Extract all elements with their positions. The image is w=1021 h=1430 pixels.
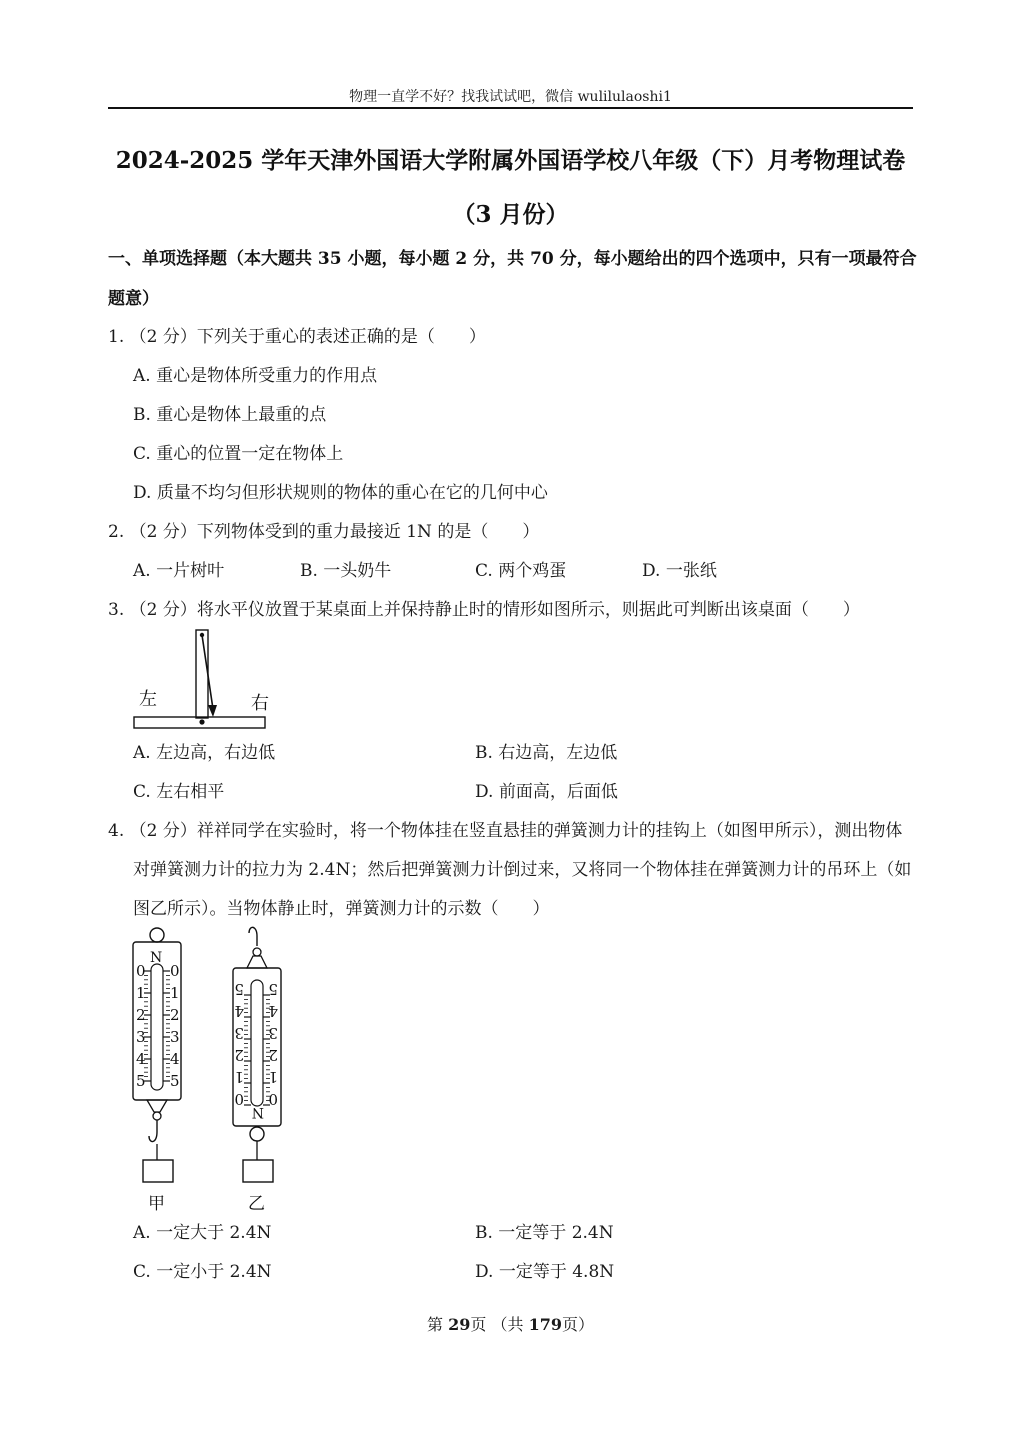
yi-tick-label-right-4: 4 [234,1002,244,1020]
question-1-option-b[interactable]: B. 重心是物体上最重的点 [133,405,327,425]
yi-tick-label-left-4: 4 [268,1002,278,1020]
yi-tube [251,980,263,1106]
question-2-option-a[interactable]: A. 一片树叶 [133,561,225,581]
page-footer [0,1312,1021,1335]
label-right: 右 [251,693,269,714]
section-heading: 一、单项选择题（本大题共 35 小题，每小题 2 分，共 70 分，每小题给出的四个选项中，只有一项最符合 [108,249,917,269]
yi-tick-marks [244,995,270,1105]
label-jia: 甲 [148,1194,165,1214]
jia-unit: N [150,950,163,966]
yi-tick-label-left-5: 5 [268,980,278,998]
question-2-option-d[interactable]: D. 一张纸 [642,561,717,581]
jia-tick-label-right-0: 0 [170,962,180,980]
question-3-option-b[interactable]: B. 右边高，左边低 [475,743,618,763]
yi-tick-label-right-1: 1 [234,1068,244,1086]
yi-tick-label-left-0: 0 [268,1090,278,1108]
yi-tick-label-right-3: 3 [234,1024,244,1042]
section-heading-cont: 题意） [108,289,159,309]
plumb-arrowhead [208,705,217,717]
jia-tick-label-right-4: 4 [170,1050,180,1068]
jia-bottom-ring [153,1112,161,1120]
yi-tick-label-left-1: 1 [268,1068,278,1086]
jia-tick-label-right-1: 1 [170,984,180,1002]
jia-weight [143,1160,173,1182]
question-4-option-a[interactable]: A. 一定大于 2.4N [133,1223,272,1243]
question-3-option-a[interactable]: A. 左边高，右边低 [133,743,276,763]
question-1-option-c[interactable]: C. 重心的位置一定在物体上 [133,444,344,464]
yi-weight [243,1160,273,1182]
question-1-option-a[interactable]: A. 重心是物体所受重力的作用点 [133,366,378,386]
question-1-option-d[interactable]: D. 质量不均匀但形状规则的物体的重心在它的几何中心 [133,483,548,503]
question-3-stem: 3. （2 分）将水平仪放置于某桌面上并保持静止时的情形如图所示，则据此可判断出该桌面（ ） [108,600,860,620]
jia-tick-marks [144,971,170,1081]
yi-top-ring [253,948,261,956]
question-4-option-b[interactable]: B. 一定等于 2.4N [475,1223,614,1243]
jia-tick-label-left-0: 0 [136,962,146,980]
jia-tick-label-right-2: 2 [170,1006,180,1024]
jia-tick-label-right-3: 3 [170,1028,180,1046]
question-2-option-b[interactable]: B. 一头奶牛 [300,561,392,581]
question-4-option-c[interactable]: C. 一定小于 2.4N [133,1262,272,1282]
jia-tick-label-left-5: 5 [136,1072,146,1090]
yi-hook [249,927,257,946]
jia-top-ring [150,928,164,942]
page-header-text: 物理一直学不好？找我试试吧，微信 wulilulaoshi1 [349,89,672,105]
spring-scale-figure [120,922,320,1217]
jia-tick-label-right-5: 5 [170,1072,180,1090]
yi-tick-label-left-3: 3 [268,1024,278,1042]
center-mark [199,719,204,724]
jia-bottom-cap [147,1100,167,1112]
yi-tick-label-right-2: 2 [234,1046,244,1064]
label-yi: 乙 [248,1194,265,1214]
label-left: 左 [139,689,157,710]
footer-prefix: 第 [427,1315,449,1334]
question-2-stem: 2. （2 分）下列物体受到的重力最接近 1N 的是（ ） [108,522,540,542]
question-4-option-d[interactable]: D. 一定等于 4.8N [475,1262,615,1282]
exam-title: 2024-2025 学年天津外国语大学附属外国语学校八年级（下）月考物理试卷 [115,147,906,174]
question-4-stem-line2: 对弹簧测力计的拉力为 2.4N；然后把弹簧测力计倒过来，又将同一个物体挂在弹簧测力计的吊环上（如 [133,860,912,880]
jia-tube [151,964,163,1090]
footer-page-number: 29 [448,1315,471,1334]
yi-tick-label-right-5: 5 [234,980,244,998]
level-frame [196,630,208,718]
footer-suffix: 页） [561,1315,594,1334]
yi-tick-label-right-0: 0 [234,1090,244,1108]
yi-bottom-ring [250,1127,264,1141]
jia-tick-label-left-3: 3 [136,1028,146,1046]
question-3-option-c[interactable]: C. 左右相平 [133,782,225,802]
scale-jia [133,928,181,1214]
jia-tick-label-left-4: 4 [136,1050,146,1068]
footer-middle: 页 （共 [470,1315,529,1334]
header-divider [108,107,913,109]
question-4-stem-line3: 图乙所示）。当物体静止时，弹簧测力计的示数（ ） [133,899,550,919]
jia-tick-label-left-2: 2 [136,1006,146,1024]
jia-tick-label-left-1: 1 [136,984,146,1002]
level-instrument-figure [125,625,275,735]
question-3-option-d[interactable]: D. 前面高，后面低 [475,782,618,802]
scale-yi [233,927,281,1214]
exam-subtitle: （3 月份） [452,201,569,228]
question-2-option-c[interactable]: C. 两个鸡蛋 [475,561,567,581]
yi-top-cap [247,956,267,968]
question-1-stem: 1. （2 分）下列关于重心的表述正确的是（ ） [108,327,486,347]
yi-tick-label-left-2: 2 [268,1046,278,1064]
question-4-stem-line1: 4. （2 分）祥祥同学在实验时，将一个物体挂在竖直悬挂的弹簧测力计的挂钩上（如图甲所示），测出物体 [108,821,903,841]
footer-total-pages: 179 [528,1315,562,1334]
jia-hook [149,1120,157,1142]
yi-unit: N [251,1104,264,1120]
